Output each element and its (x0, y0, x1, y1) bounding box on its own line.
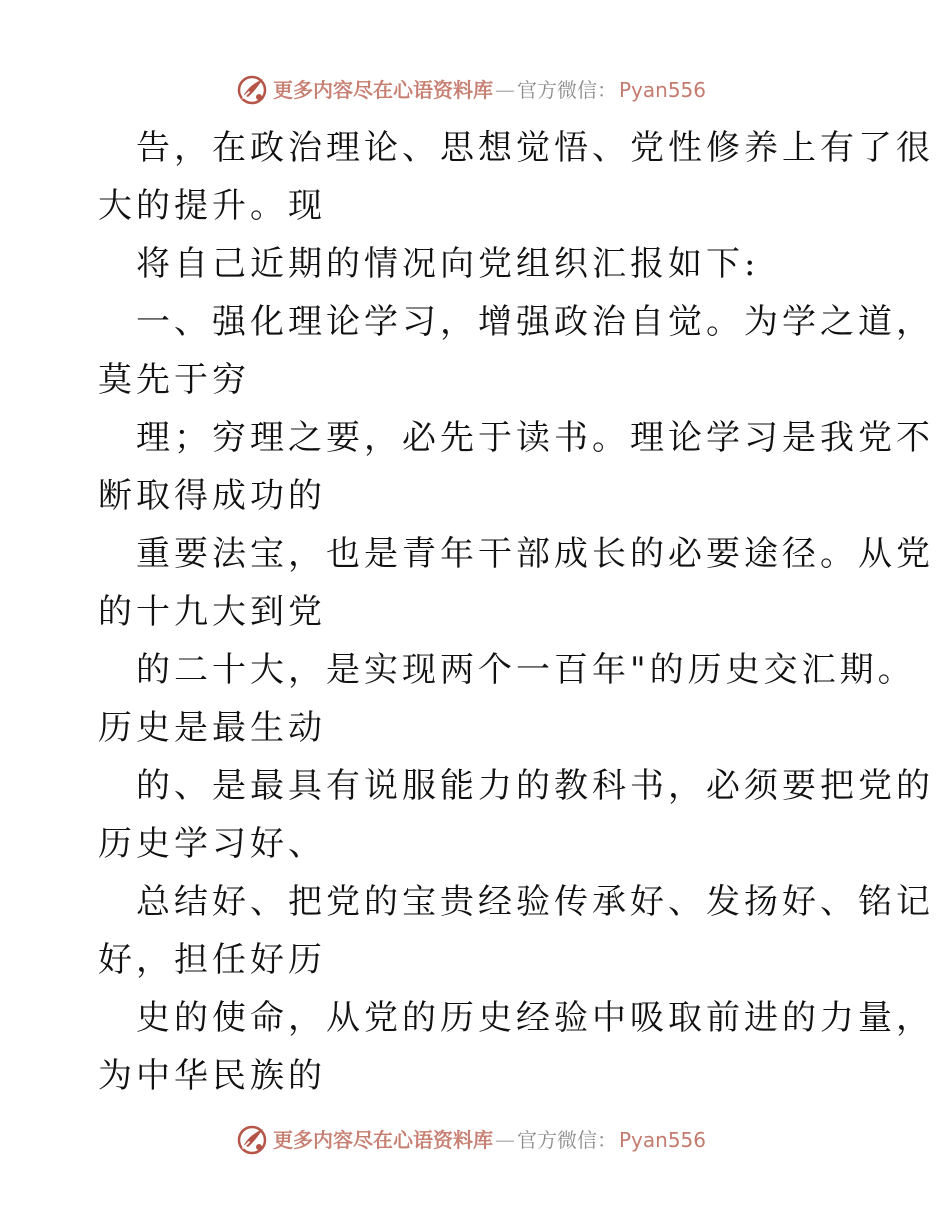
watermark-dash: — (495, 1128, 515, 1152)
watermark-brand: 更多内容尽在心语资料库 (273, 78, 493, 102)
watermark-dash: — (495, 78, 515, 102)
document-line: 重要法宝，也是青年干部成长的必要途径。从党 (136, 534, 934, 574)
document-line: 断取得成功的 (98, 476, 326, 516)
document-line: 为中华民族的 (98, 1056, 326, 1096)
document-line: 大的提升。现 (98, 186, 326, 226)
document-line: 历史学习好、 (98, 824, 326, 864)
watermark-text (273, 73, 706, 107)
document-line: 总结好、把党的宝贵经验传承好、发扬好、铭记 (136, 882, 934, 922)
document-line: 理；穷理之要，必先于读书。理论学习是我党不 (136, 418, 934, 458)
document-line: 的十九大到党 (98, 592, 326, 632)
header-watermark (235, 72, 755, 108)
document-line: 将自己近期的情况向党组织汇报如下: (136, 244, 760, 284)
document-line: 一、强化理论学习，增强政治自觉。为学之道， (136, 302, 934, 342)
document-line: 的二十大，是实现两个一百年"的历史交汇期。 (136, 650, 916, 690)
watermark-brand: 更多内容尽在心语资料库 (273, 1128, 493, 1152)
footer-watermark (235, 1122, 755, 1158)
watermark-official: 官方微信： (517, 78, 617, 102)
hand-feather-icon (235, 1123, 269, 1157)
watermark-account: Pyan556 (619, 78, 707, 102)
document-line: 史的使命，从党的历史经验中吸取前进的力量， (136, 998, 934, 1038)
watermark-account: Pyan556 (619, 1128, 707, 1152)
document-line: 好，担任好历 (98, 940, 326, 980)
watermark-official: 官方微信： (517, 1128, 617, 1152)
hand-feather-icon (235, 73, 269, 107)
document-line: 告，在政治理论、思想觉悟、党性修养上有了很 (136, 128, 934, 168)
document-body (98, 119, 934, 1109)
document-line: 历史是最生动 (98, 708, 326, 748)
document-line: 的、是最具有说服能力的教科书，必须要把党的 (136, 766, 934, 806)
watermark-text (273, 1123, 706, 1157)
document-line: 莫先于穷 (98, 360, 250, 400)
